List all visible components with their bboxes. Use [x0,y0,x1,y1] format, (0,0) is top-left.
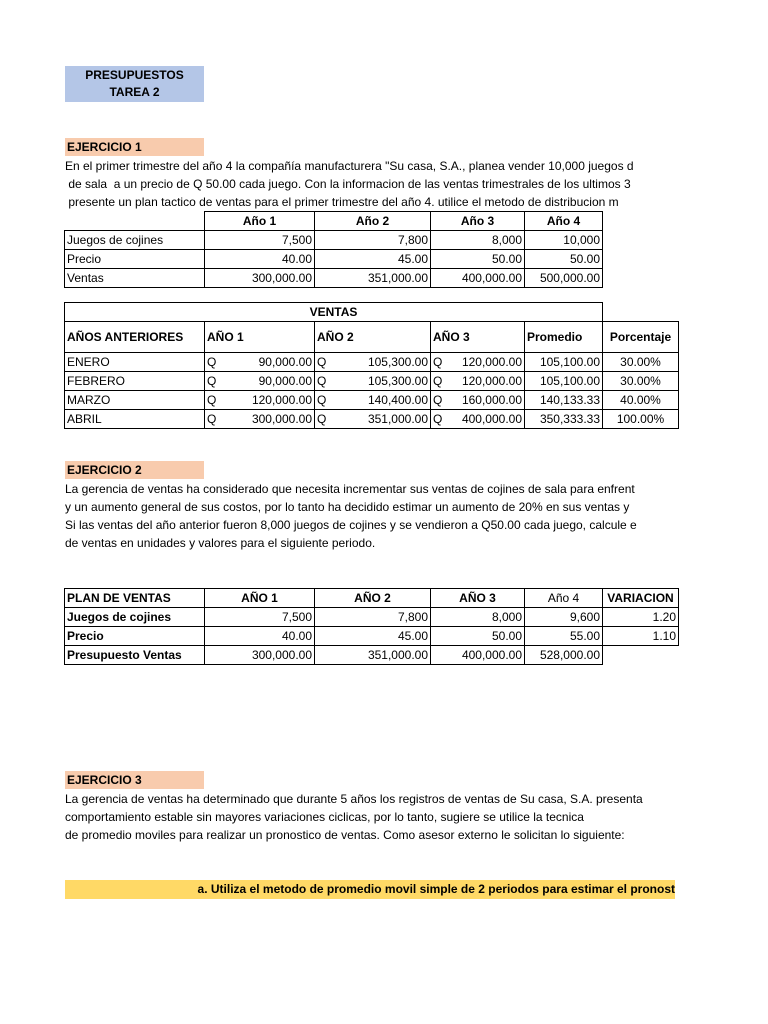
table-cell: 140,400.00 [367,392,428,407]
table-cell: ABRIL [65,410,205,429]
exercise-2-text [65,480,675,552]
table-cell: Precio [65,627,205,646]
table-cell: 500,000.00 [525,269,603,288]
exercise-3-instruction [65,880,675,899]
title-line-1: PRESUPUESTOS [85,68,184,82]
table-cell: 160,000.00 [461,392,522,407]
title-line-2: TAREA 2 [109,85,160,99]
table-header-cell: Porcentaje [603,322,679,353]
table-cell: 30.00% [603,353,679,372]
table-header-cell: AÑO 2 [315,322,431,353]
currency-symbol: Q [207,411,217,426]
table-cell: 120,000.00 [461,373,522,388]
sales-history-table [64,211,603,288]
currency-symbol: Q [317,392,327,407]
table-cell: 90,000.00 [258,373,312,388]
document-title [65,66,204,102]
table-cell: 100.00% [603,410,679,429]
ventas-distribution-table [64,302,679,429]
table-row [65,646,679,665]
table-cell: 9,600 [525,608,603,627]
exercise-2-line: de ventas en unidades y valores para el siguiente periodo. [65,536,376,550]
table-cell [603,646,679,665]
table-cell: 300,000.00 [205,269,315,288]
table-cell: 1.10 [603,627,679,646]
table-header-cell: AÑO 1 [205,589,315,608]
table-cell: 400,000.00 [431,269,525,288]
table-cell: 528,000.00 [525,646,603,665]
table-cell: 30.00% [603,372,679,391]
table-cell: 120,000.00 [251,392,312,407]
table-cell: 40.00% [603,391,679,410]
table-cell: 351,000.00 [315,646,431,665]
exercise-2-label: EJERCICIO 2 [65,461,204,479]
exercise-1-label: EJERCICIO 1 [65,138,204,156]
exercise-2-line: La gerencia de ventas ha considerado que necesita incrementar sus ventas de cojines de sala para enfrent [65,482,635,496]
table-header-cell: Año 4 [525,589,603,608]
exercise-1-line: En el primer trimestre del año 4 la compañía manufacturera "Su casa, S.A., planea vender 10,000 juegos d [65,159,634,173]
table-header-cell: AÑO 3 [431,589,525,608]
currency-symbol: Q [317,411,327,426]
exercise-3-line: La gerencia de ventas ha determinado que durante 5 años los registros de ventas de Su casa, S.A. presenta [65,792,643,806]
table-header-cell [65,212,205,231]
currency-symbol: Q [207,373,217,388]
table-cell: Precio [65,250,205,269]
ventas-title-row [65,303,679,322]
table-cell: 400,000.00 [431,646,525,665]
table-cell: 400,000.00 [461,411,522,426]
table-header-cell: AÑO 3 [431,322,525,353]
table-cell: 40.00 [205,250,315,269]
table-header-cell: PLAN DE VENTAS [65,589,205,608]
table-row [65,372,679,391]
sales-plan-table [64,588,679,665]
table-cell: 7,800 [315,231,431,250]
table-cell: MARZO [65,391,205,410]
exercise-1-line: presente un plan tactico de ventas para el primer trimestre del año 4. utilice el metodo de distribucion m [65,195,619,209]
exercise-3-label: EJERCICIO 3 [65,771,204,789]
table-header-cell: AÑO 2 [315,589,431,608]
table-header-cell: VARIACION [603,589,679,608]
table-cell: 351,000.00 [315,269,431,288]
currency-symbol: Q [433,354,443,369]
table-header-cell: Año 3 [431,212,525,231]
table-cell: FEBRERO [65,372,205,391]
table-cell: 50.00 [431,627,525,646]
table-cell: 7,500 [205,231,315,250]
table-header-cell: Promedio [525,322,603,353]
table-cell: ENERO [65,353,205,372]
table-cell: 45.00 [315,627,431,646]
table-cell: 90,000.00 [258,354,312,369]
table-cell: 8,000 [431,608,525,627]
table-cell: 8,000 [431,231,525,250]
table-cell: 300,000.00 [205,646,315,665]
exercise-2-line: Si las ventas del año anterior fueron 8,000 juegos de cojines y se vendieron a Q50.00 cada juego, calcule e [65,518,637,532]
table-cell: Presupuesto Ventas [65,646,205,665]
table-cell: 351,000.00 [367,411,428,426]
currency-symbol: Q [317,354,327,369]
exercise-3-line: comportamiento estable sin mayores variaciones ciclicas, por lo tanto, sugiere se utilice la tecnica [65,810,584,824]
exercise-3-line: de promedio moviles para realizar un pronostico de ventas. Como asesor externo le solicitan lo siguiente: [65,828,625,842]
exercise-1-text [65,157,675,211]
table-cell: Juegos de cojines [65,608,205,627]
exercise-1-line: de sala a un precio de Q 50.00 cada juego. Con la informacion de las ventas trimestrales de los ultimos 3 [65,177,631,191]
table-row [65,269,603,288]
ventas-title: VENTAS [65,303,603,322]
currency-symbol: Q [317,373,327,388]
exercise-2-line: y un aumento general de sus costos, por lo tanto ha decidido estimar un aumento de 20% en sus ventas y [65,500,630,514]
table-header-cell: Año 2 [315,212,431,231]
table-cell: 120,000.00 [461,354,522,369]
instruction-text: a. Utiliza el metodo de promedio movil simple de 2 periodos para estimar el pronost [197,882,675,896]
table-header-cell: Año 1 [205,212,315,231]
currency-symbol: Q [207,392,217,407]
table-header-row [65,589,679,608]
table-cell: 10,000 [525,231,603,250]
table-header-cell: Año 4 [525,212,603,231]
currency-symbol: Q [433,373,443,388]
currency-symbol: Q [433,392,443,407]
table-cell: 140,133.33 [525,391,603,410]
currency-symbol: Q [207,354,217,369]
table-row [65,608,679,627]
exercise-3-text [65,790,675,844]
table-row [65,627,679,646]
currency-symbol: Q [433,411,443,426]
table-cell: 50.00 [525,250,603,269]
table-cell: Juegos de cojines [65,231,205,250]
table-cell: 1.20 [603,608,679,627]
table-row [65,231,603,250]
table-header-cell: AÑOS ANTERIORES [65,322,205,353]
table-cell: 7,500 [205,608,315,627]
table-cell: 40.00 [205,627,315,646]
table-cell: 105,300.00 [367,354,428,369]
table-header-row [65,322,679,353]
table-header-cell: AÑO 1 [205,322,315,353]
table-cell: 50.00 [431,250,525,269]
table-row [65,250,603,269]
table-cell: 300,000.00 [251,411,312,426]
table-cell: 55.00 [525,627,603,646]
table-row [65,391,679,410]
table-row [65,410,679,429]
table-cell: 105,100.00 [525,353,603,372]
table-cell: 7,800 [315,608,431,627]
table-cell: Ventas [65,269,205,288]
table-cell: 350,333.33 [525,410,603,429]
table-cell: 105,100.00 [525,372,603,391]
table-cell: 45.00 [315,250,431,269]
table-row [65,353,679,372]
table-header-row [65,212,603,231]
table-cell: 105,300.00 [367,373,428,388]
